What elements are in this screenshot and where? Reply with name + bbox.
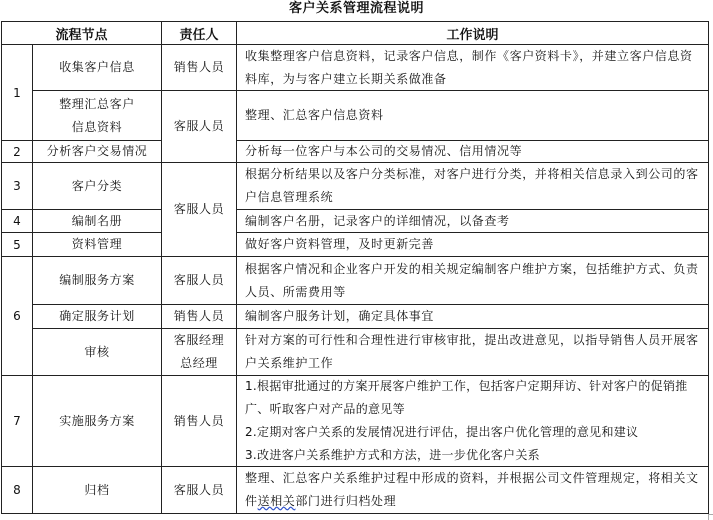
margin-corner-mark (708, 514, 713, 520)
node-data-mgmt: 资料管理 (32, 232, 162, 257)
desc-review: 针对方案的可行性和合理性进行审核审批，提出改进意见，以指导销售人员开展客户关系维护工作 (236, 328, 709, 376)
node-review: 审核 (32, 328, 162, 376)
node-organize: 整理汇总客户 信息资料 (32, 90, 162, 141)
desc-data-mgmt: 做好客户资料管理，及时更新完善 (236, 232, 709, 257)
desc-classify: 根据分析结果以及客户分类标准，对客户进行分类，并将相关信息录入到公司的客户信息管理系统 (236, 162, 709, 210)
desc-confirm-plan: 编制客户服务计划，确定具体事宜 (236, 304, 709, 329)
spellcheck-underline: 送相关 (257, 494, 296, 508)
step-number-4: 4 (1, 209, 33, 233)
node-service-plan: 编制服务方案 (32, 256, 162, 305)
owner-managers: 客服经理 总经理 (161, 328, 237, 376)
owner-service-4: 客服人员 (161, 466, 237, 514)
desc-organize: 整理、汇总客户信息资料 (236, 90, 709, 141)
step-number-5: 5 (1, 232, 33, 257)
header-desc: 工作说明 (236, 21, 709, 45)
desc-implement (236, 375, 709, 467)
step-number-2: 2 (1, 140, 33, 163)
node-classify: 客户分类 (32, 162, 162, 210)
node-analyze: 分析客户交易情况 (32, 140, 162, 163)
step-number-1: 1 (1, 44, 33, 141)
node-archive: 归档 (32, 466, 162, 514)
node-confirm-plan: 确定服务计划 (32, 304, 162, 329)
owner-sales-2: 销售人员 (161, 304, 237, 329)
header-owner: 责任人 (161, 21, 237, 45)
desc-archive: 整理、汇总客户关系维护过程中形成的资料，并根据公司文件管理规定，将相关文件送相关部门进行归档处理 (236, 466, 709, 514)
node-collect: 收集客户信息 (32, 44, 162, 91)
owner-sales-3: 销售人员 (161, 375, 237, 467)
node-implement: 实施服务方案 (32, 375, 162, 467)
desc-service-plan: 根据客户情况和企业客户开发的相关规定编制客户维护方案，包括维护方式、负责人员、所需费用等 (236, 256, 709, 305)
step-number-8: 8 (1, 466, 33, 514)
desc-roster: 编制客户名册，记录客户的详细情况，以备查考 (236, 209, 709, 233)
node-roster: 编制名册 (32, 209, 162, 233)
document-title: 客户关系管理流程说明 (288, 1, 424, 16)
desc-collect: 收集整理客户信息资料，记录客户信息，制作《客户资料卡》，并建立客户信息资料库，为与客户建立长期关系做准备 (236, 44, 709, 91)
owner-service-3: 客服人员 (161, 256, 237, 305)
implement-item-3: 3.改进客户关系维护方式和方法，进一步优化客户关系 (245, 448, 540, 462)
header-node: 流程节点 (1, 21, 162, 45)
owner-sales-1: 销售人员 (161, 44, 237, 91)
owner-service-2: 客服人员 (161, 162, 237, 257)
owner-service-1: 客服人员 (161, 90, 237, 163)
desc-analyze: 分析每一位客户与本公司的交易情况、信用情况等 (236, 140, 709, 163)
implement-item-2: 2.定期对客户关系的发展情况进行评估，提出客户优化管理的意见和建议 (245, 425, 639, 439)
step-number-3: 3 (1, 162, 33, 210)
step-number-6: 6 (1, 256, 33, 376)
implement-item-1: 1.根据审批通过的方案开展客户维护工作，包括客户定期拜访、针对客户的促销推广、听取客户对产品的意见等 (245, 379, 688, 416)
step-number-7: 7 (1, 375, 33, 467)
